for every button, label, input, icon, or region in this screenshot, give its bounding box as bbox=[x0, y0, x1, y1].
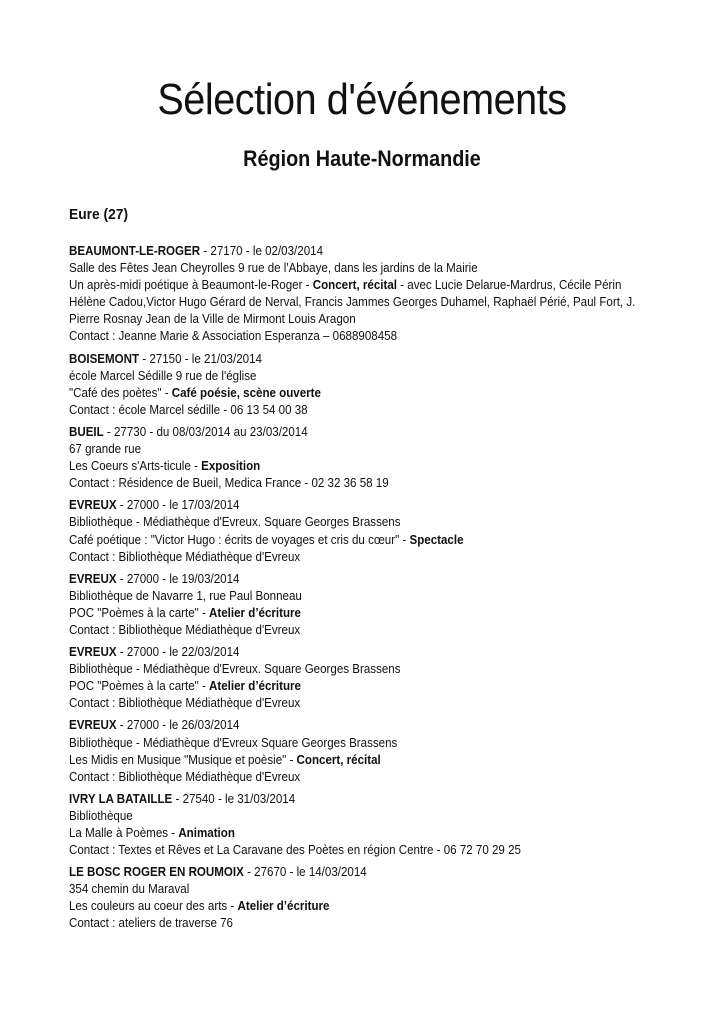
event-title: Les couleurs au coeur des arts - bbox=[69, 898, 238, 914]
event-contact: Contact : Bibliothèque Médiathèque d'Evreux bbox=[69, 695, 301, 711]
event-town: IVRY LA BATAILLE bbox=[69, 790, 173, 806]
event-type: Atelier d’écriture bbox=[237, 898, 330, 914]
event-entry bbox=[69, 423, 692, 491]
page-subtitle: Région Haute-Normandie bbox=[243, 146, 481, 171]
event-title: "Café des poètes" - bbox=[69, 384, 172, 400]
event-type: Exposition bbox=[201, 458, 261, 474]
event-title: Les Coeurs s'Arts-ticule - bbox=[69, 458, 202, 474]
event-type: Spectacle bbox=[409, 531, 464, 547]
event-description bbox=[69, 824, 692, 841]
event-description bbox=[69, 384, 692, 401]
event-header bbox=[69, 863, 692, 880]
event-type: Concert, récital bbox=[296, 751, 381, 767]
event-description bbox=[69, 457, 692, 474]
event-meta: - 27170 - le 02/03/2014 bbox=[200, 243, 324, 258]
event-title: Café poétique : "Victor Hugo : écrits de voyages et cris du cœur" - bbox=[69, 531, 410, 547]
event-venue: Bibliothèque de Navarre 1, rue Paul Bonneau bbox=[69, 587, 302, 603]
event-header bbox=[69, 350, 692, 367]
event-header bbox=[69, 716, 692, 733]
event-town: EVREUX bbox=[69, 717, 117, 733]
event-town: EVREUX bbox=[69, 570, 117, 586]
event-contact: Contact : Bibliothèque Médiathèque d'Evreux bbox=[69, 548, 301, 564]
event-meta: - 27000 - le 26/03/2014 bbox=[116, 717, 240, 733]
event-entry bbox=[69, 716, 692, 784]
event-description bbox=[69, 751, 692, 768]
event-meta: - 27730 - du 08/03/2014 au 23/03/2014 bbox=[103, 423, 308, 439]
event-entry bbox=[69, 496, 692, 564]
event-title: Les Midis en Musique "Musique et poèsie" - bbox=[69, 751, 297, 767]
event-contact: Contact : Bibliothèque Médiathèque d'Evreux bbox=[69, 768, 301, 784]
event-type: Café poésie, scène ouverte bbox=[171, 384, 321, 400]
event-header bbox=[69, 570, 692, 587]
event-meta: - 27540 - le 31/03/2014 bbox=[172, 790, 296, 806]
department-heading: Eure (27) bbox=[69, 206, 129, 223]
event-town: BEAUMONT-LE-ROGER bbox=[69, 243, 201, 258]
event-contact: Contact : Résidence de Bueil, Medica France - 02 32 36 58 19 bbox=[69, 475, 389, 491]
event-venue: Bibliothèque bbox=[69, 807, 133, 823]
event-performers: - avec Lucie Delarue-Mardrus, Cécile Périn bbox=[396, 277, 622, 293]
event-performers-continued: Hélène Cadou,Victor Hugo Gérard de Nerval, Francis Jammes Georges Duhamel, Raphaël Périé, Paul Fort, J. bbox=[69, 294, 636, 310]
event-description bbox=[69, 604, 692, 621]
event-description bbox=[69, 531, 692, 548]
event-entry bbox=[69, 242, 692, 345]
event-title: Un après-midi poétique à Beaumont-le-Roger - bbox=[69, 277, 313, 293]
event-header bbox=[69, 242, 692, 259]
event-performers-continued: Pierre Rosnay Jean de la Ville de Mirmont Louis Aragon bbox=[69, 311, 356, 327]
event-venue: Bibliothèque - Médiathèque d'Evreux. Square Georges Brassens bbox=[69, 514, 401, 530]
page-title: Sélection d'événements bbox=[157, 75, 567, 124]
event-description bbox=[69, 276, 692, 293]
event-entry bbox=[69, 570, 692, 638]
event-header bbox=[69, 643, 692, 660]
event-town: BUEIL bbox=[69, 423, 104, 439]
event-meta: - 27000 - le 19/03/2014 bbox=[116, 570, 240, 586]
event-type: Atelier d’écriture bbox=[209, 604, 301, 620]
event-venue: Bibliothèque - Médiathèque d'Evreux. Square Georges Brassens bbox=[69, 661, 401, 677]
event-header bbox=[69, 423, 692, 440]
event-town: LE BOSC ROGER EN ROUMOIX bbox=[69, 864, 244, 880]
event-contact: Contact : ateliers de traverse 76 bbox=[69, 915, 233, 931]
event-contact: Contact : Bibliothèque Médiathèque d'Evreux bbox=[69, 621, 301, 637]
event-meta: - 27000 - le 17/03/2014 bbox=[116, 497, 240, 513]
event-venue: 67 grande rue bbox=[69, 441, 142, 457]
event-entry bbox=[69, 790, 692, 858]
event-venue: 354 chemin du Maraval bbox=[69, 881, 190, 897]
event-header bbox=[69, 496, 692, 513]
event-contact: Contact : école Marcel sédille - 06 13 54 00 38 bbox=[69, 401, 308, 417]
event-meta: - 27000 - le 22/03/2014 bbox=[116, 644, 240, 660]
event-description bbox=[69, 677, 692, 694]
event-meta: - 27670 - le 14/03/2014 bbox=[243, 864, 367, 880]
event-town: EVREUX bbox=[69, 497, 117, 513]
events-section bbox=[69, 205, 689, 937]
event-meta: - 27150 - le 21/03/2014 bbox=[139, 350, 262, 366]
event-contact: Contact : Textes et Rêves et La Caravane des Poètes en région Centre - 06 72 70 29 25 bbox=[69, 842, 521, 858]
event-type: Atelier d’écriture bbox=[209, 678, 301, 694]
event-entry bbox=[69, 643, 692, 711]
event-type: Concert, récital bbox=[312, 277, 397, 293]
event-town: EVREUX bbox=[69, 644, 117, 660]
event-header bbox=[69, 790, 692, 807]
event-type: Animation bbox=[178, 825, 235, 840]
event-description bbox=[69, 897, 692, 914]
event-contact: Contact : Jeanne Marie & Association Esperanza – 0688908458 bbox=[69, 328, 398, 344]
event-venue: Bibliothèque - Médiathèque d'Evreux Square Georges Brassens bbox=[69, 734, 398, 750]
event-title: POC "Poèmes à la carte" - bbox=[69, 604, 210, 620]
event-title: POC "Poèmes à la carte" - bbox=[69, 678, 210, 694]
event-title: La Malle à Poèmes - bbox=[69, 825, 179, 840]
event-entry bbox=[69, 863, 692, 931]
event-entry bbox=[69, 350, 692, 418]
event-venue: école Marcel Sédille 9 rue de l'église bbox=[69, 367, 257, 383]
event-town: BOISEMONT bbox=[69, 350, 140, 366]
event-venue: Salle des Fêtes Jean Cheyrolles 9 rue de l'Abbaye, dans les jardins de la Mairie bbox=[69, 260, 478, 276]
